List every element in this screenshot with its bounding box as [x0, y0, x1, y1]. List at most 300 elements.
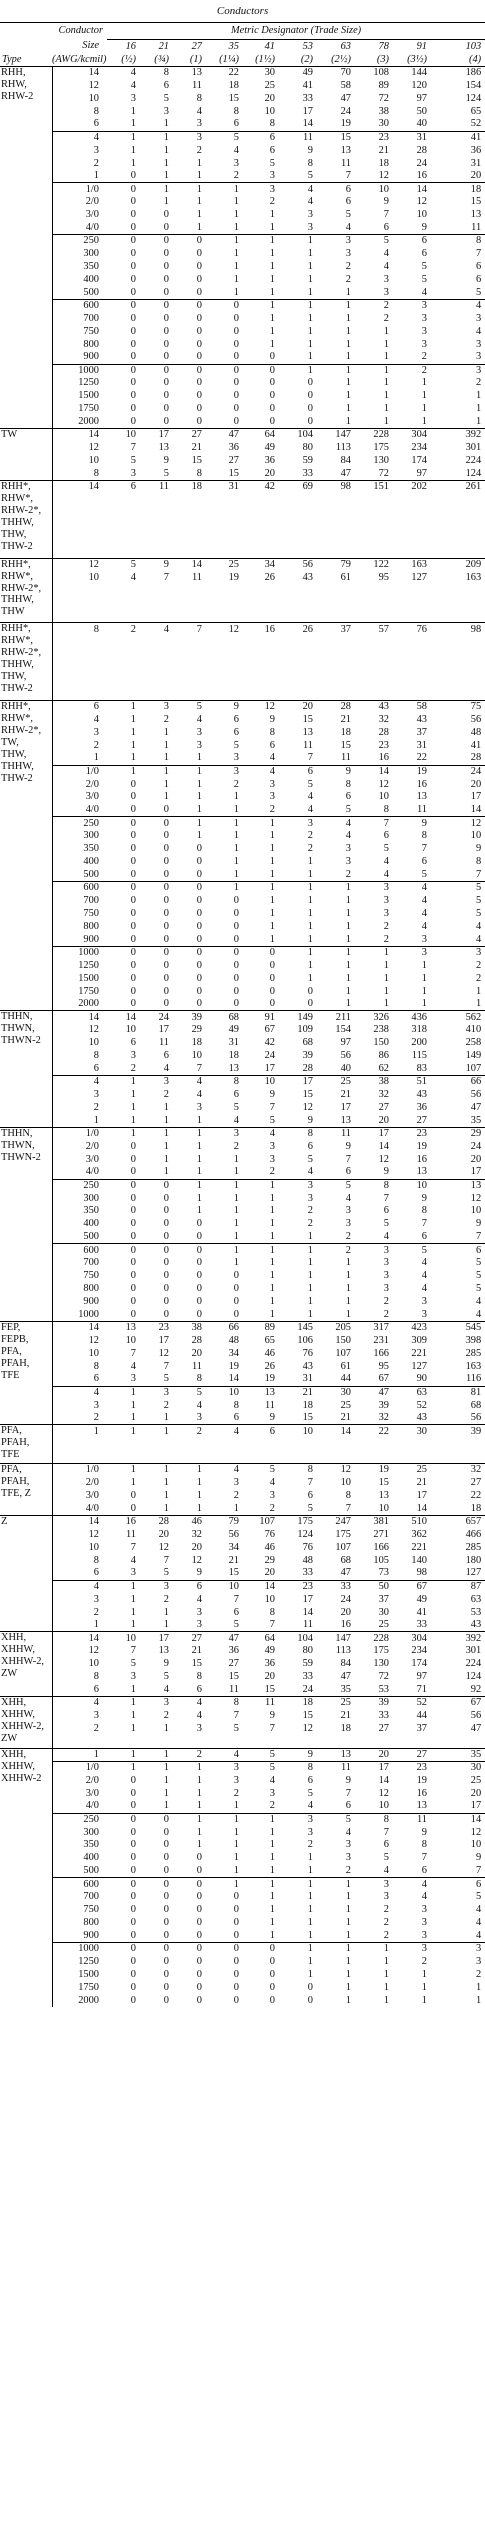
fill-count-cell: 1: [163, 752, 169, 764]
fill-count-cell: [243, 675, 279, 688]
fill-count-cell: 9: [307, 1114, 313, 1126]
fill-count-cell: 18: [431, 183, 485, 196]
fill-count-cell: 13: [470, 209, 482, 221]
table-row-spacer: [0, 1451, 485, 1464]
fill-count-cell: 3: [279, 817, 317, 830]
fill-count-cell: 16: [340, 1619, 351, 1631]
fill-count-cell: 0: [196, 1904, 202, 1916]
fill-count-cell: 0: [130, 998, 136, 1010]
fill-count-cell: 0: [130, 1308, 136, 1320]
fill-count-cell: 0: [206, 299, 243, 312]
fill-count-cell: 0: [196, 403, 202, 415]
fill-count-cell: 0: [233, 894, 239, 906]
fill-count-cell: 12: [206, 623, 243, 636]
fill-count-cell: 4: [475, 1296, 482, 1308]
fill-count-cell: 80: [302, 442, 313, 454]
fill-count-cell: 0: [130, 325, 136, 337]
conductor-size-cell: 3: [52, 1710, 107, 1723]
fill-count-cell: 4: [196, 1399, 202, 1411]
table-row: [0, 882, 485, 895]
fill-count-cell: 5: [233, 1101, 239, 1113]
metric-53: 53: [302, 40, 313, 52]
fill-count-cell: 21: [279, 1386, 317, 1399]
fill-count-cell: 1: [383, 338, 389, 350]
fill-count-cell: 36: [228, 442, 239, 454]
fill-count-cell: 37: [416, 726, 427, 738]
fill-count-cell: 0: [140, 1878, 173, 1891]
table-row: [0, 1541, 485, 1554]
fill-count-cell: 49: [264, 442, 275, 454]
fill-count-cell: 0: [196, 338, 202, 350]
fill-count-cell: 10: [125, 1024, 136, 1036]
fill-count-cell: [279, 532, 317, 545]
fill-count-cell: 0: [107, 817, 140, 830]
fill-count-cell: 0: [163, 1929, 169, 1941]
table-row: [0, 1800, 485, 1813]
fill-count-cell: 0: [233, 1891, 239, 1903]
fill-count-cell: 27: [228, 1658, 239, 1670]
conductor-size-cell: 3/0: [52, 1490, 107, 1503]
fill-count-cell: 0: [163, 1865, 169, 1877]
fill-count-cell: [140, 519, 173, 532]
fill-count-cell: 51: [393, 1076, 431, 1089]
fill-count-cell: 154: [465, 79, 482, 91]
conductor-type-label: THHW,: [1, 516, 34, 528]
fill-count-cell: 0: [269, 1994, 275, 2006]
fill-count-cell: 0: [233, 1994, 239, 2006]
fill-count-cell: 20: [378, 1114, 389, 1126]
conductor-type-label: RHW,: [1, 78, 27, 90]
conductor-size-cell: 2: [52, 1102, 107, 1115]
fill-count-cell: 1: [130, 157, 136, 169]
conductor-type-label: PFAH,: [1, 1357, 30, 1369]
fill-count-cell: [317, 1438, 355, 1451]
fill-count-cell: 40: [340, 1062, 351, 1074]
fill-count-cell: [206, 688, 243, 701]
fill-count-cell: [140, 675, 173, 688]
fill-count-cell: 46: [173, 1516, 206, 1529]
fill-count-cell: 10: [393, 1179, 431, 1192]
fill-count-cell: 26: [279, 623, 317, 636]
fill-count-cell: 13: [228, 1062, 239, 1074]
fill-count-cell: 13: [317, 1748, 355, 1761]
fill-count-cell: [393, 636, 431, 649]
fill-count-cell: [393, 584, 431, 597]
table-row: [0, 131, 485, 144]
fill-count-cell: 0: [233, 985, 239, 997]
fill-count-cell: 3: [393, 1942, 431, 1955]
fill-count-cell: 53: [378, 1683, 389, 1695]
fill-count-cell: 1: [279, 1942, 317, 1955]
fill-count-cell: 19: [416, 1140, 427, 1152]
fill-count-cell: 3: [196, 1412, 202, 1424]
fill-count-cell: 0: [307, 403, 313, 415]
fill-count-cell: 22: [355, 1425, 393, 1438]
fill-count-cell: 64: [243, 429, 279, 442]
fill-count-cell: 11: [317, 1127, 355, 1140]
fill-count-cell: 545: [431, 1321, 485, 1334]
fill-count-cell: 6: [383, 1839, 389, 1851]
table-row-spacer: [0, 519, 485, 532]
fill-count-cell: 1: [307, 1955, 313, 1967]
fill-count-cell: 106: [297, 1334, 313, 1346]
fill-count-cell: 0: [130, 196, 136, 208]
fill-count-cell: 33: [302, 467, 313, 479]
fill-count-cell: 15: [264, 1683, 275, 1695]
table-row: [0, 442, 485, 455]
fill-count-cell: 25: [206, 558, 243, 571]
conductor-type-label: THW,: [1, 528, 27, 540]
fill-count-cell: 4: [269, 1477, 275, 1489]
fill-count-cell: 1: [345, 351, 351, 363]
fill-count-cell: 6: [431, 1878, 485, 1891]
fill-count-cell: 309: [411, 1334, 427, 1346]
fill-count-cell: 175: [279, 1516, 317, 1529]
fill-count-cell: 1: [279, 235, 317, 248]
fill-count-cell: 4: [279, 183, 317, 196]
fill-count-cell: 1: [383, 1981, 389, 1993]
fill-count-cell: 4: [383, 856, 389, 868]
fill-count-cell: 147: [317, 1632, 355, 1645]
fill-count-cell: 6: [233, 713, 239, 725]
fill-count-cell: 4: [383, 248, 389, 260]
fill-count-cell: 6: [196, 1683, 202, 1695]
conductor-size-cell: 1/0: [52, 765, 107, 778]
fill-count-cell: 4: [206, 1464, 243, 1477]
fill-count-cell: 3: [196, 118, 202, 130]
conductor-size-cell: 10: [52, 571, 107, 584]
fill-count-cell: 3: [421, 312, 427, 324]
fill-count-cell: 72: [378, 1671, 389, 1683]
fill-count-cell: 67: [264, 1024, 275, 1036]
fill-count-cell: [317, 519, 355, 532]
fill-count-cell: 1: [383, 390, 389, 402]
conductor-size-cell: 8: [52, 105, 107, 118]
fill-count-cell: 1: [383, 985, 389, 997]
conductor-size-cell: 6: [52, 1684, 107, 1697]
conductor-size-cell: 4/0: [52, 222, 107, 235]
fill-count-cell: 47: [340, 1567, 351, 1579]
table-row: [0, 1658, 485, 1671]
fill-count-cell: [317, 493, 355, 506]
fill-count-cell: 0: [163, 377, 169, 389]
conductor-size-cell: 2: [52, 1606, 107, 1619]
fill-count-cell: 25: [378, 1619, 389, 1631]
fill-count-cell: 0: [196, 1981, 202, 1993]
fill-count-cell: 1: [163, 157, 169, 169]
size-header-line-3: (AWG/kcmil): [52, 53, 107, 65]
fill-count-cell: 37: [416, 1722, 427, 1734]
fill-count-cell: 166: [373, 1347, 389, 1359]
conductor-size-cell: 300: [52, 248, 107, 261]
fill-count-cell: 1: [345, 985, 351, 997]
fill-count-cell: 21: [378, 144, 389, 156]
fill-count-cell: 8: [196, 1373, 202, 1385]
fill-count-cell: 66: [431, 1076, 485, 1089]
fill-count-cell: 0: [163, 1231, 169, 1243]
conductor-size-cell: 1000: [52, 946, 107, 959]
fill-count-cell: 80: [302, 1645, 313, 1657]
fill-count-cell: 1: [307, 856, 313, 868]
fill-count-cell: 0: [107, 183, 140, 196]
fill-count-cell: 59: [302, 1658, 313, 1670]
conductor-type-label: RHH*,: [1, 558, 31, 570]
fill-count-cell: [355, 1735, 393, 1748]
fill-count-cell: 1: [345, 1270, 351, 1282]
fill-count-cell: 1: [196, 1114, 202, 1126]
conductor-size-cell: 1000: [52, 1309, 107, 1322]
fill-count-cell: 9: [317, 765, 355, 778]
fill-count-cell: 2: [345, 868, 351, 880]
fill-count-cell: 7: [130, 1645, 136, 1657]
fill-count-cell: 5: [233, 739, 239, 751]
fill-count-cell: 95: [378, 571, 389, 583]
conductor-type-cell: [0, 67, 52, 429]
fill-count-cell: [173, 506, 206, 519]
table-row-spacer: [0, 545, 485, 558]
fill-count-cell: 6: [421, 1231, 427, 1243]
fill-count-cell: 1: [196, 157, 202, 169]
fill-count-cell: 19: [416, 1774, 427, 1786]
fill-count-cell: 2: [475, 1968, 482, 1980]
fill-count-cell: 5: [173, 1386, 206, 1399]
conductor-size-cell: 300: [52, 830, 107, 843]
fill-count-cell: 4: [421, 286, 427, 298]
fill-count-cell: 1: [345, 312, 351, 324]
table-row: [0, 1593, 485, 1606]
conductor-type-label: XHH,: [1, 1697, 27, 1709]
fill-count-cell: 0: [269, 390, 275, 402]
fill-count-cell: 13: [416, 1800, 427, 1812]
fill-count-cell: 13: [431, 1179, 485, 1192]
fill-count-cell: 0: [163, 972, 169, 984]
fill-count-cell: 3: [140, 1076, 173, 1089]
fill-count-cell: 0: [233, 1904, 239, 1916]
fill-count-cell: 8: [269, 118, 275, 130]
fill-count-cell: 1: [307, 273, 313, 285]
conductor-type-label: THW-2: [1, 772, 33, 784]
fill-count-cell: 29: [191, 1024, 202, 1036]
fill-count-cell: 285: [465, 1347, 482, 1359]
fill-count-cell: 1: [196, 1502, 202, 1514]
fill-count-cell: 17: [302, 1593, 313, 1605]
fill-count-cell: 4: [130, 1360, 136, 1372]
table-row: [0, 907, 485, 920]
table-row: [0, 1955, 485, 1968]
conductor-size-cell: 800: [52, 1917, 107, 1930]
conductor-type-label: FEPB,: [1, 1333, 29, 1345]
fill-count-cell: 1: [196, 1477, 202, 1489]
table-row: [0, 972, 485, 985]
fill-count-cell: 13: [378, 1490, 389, 1502]
fill-count-cell: 1: [307, 1270, 313, 1282]
fill-count-cell: 1: [307, 1296, 313, 1308]
conductor-size-cell: 10: [52, 1658, 107, 1671]
conductor-type-label: THW-2: [1, 683, 33, 695]
fill-count-cell: 0: [173, 1878, 206, 1891]
fill-count-cell: 4: [475, 933, 482, 945]
fill-count-cell: 6: [383, 1205, 389, 1217]
table-row: [0, 1723, 485, 1736]
fill-count-cell: 14: [416, 1502, 427, 1514]
fill-count-cell: 6: [243, 131, 279, 144]
table-row-spacer: [0, 636, 485, 649]
fill-count-cell: 0: [196, 985, 202, 997]
fill-count-cell: 1: [196, 1826, 202, 1838]
fill-count-cell: 8: [475, 856, 482, 868]
fill-count-cell: 47: [355, 1386, 393, 1399]
fill-count-cell: 0: [196, 377, 202, 389]
fill-count-cell: 1: [173, 1179, 206, 1192]
fill-count-cell: 1: [163, 144, 169, 156]
fill-count-cell: [355, 519, 393, 532]
fill-count-cell: 8: [421, 1205, 427, 1217]
fill-count-cell: 200: [411, 1037, 427, 1049]
conductor-size-cell: 4/0: [52, 1503, 107, 1516]
fill-count-cell: 72: [378, 92, 389, 104]
fill-count-cell: 3: [383, 286, 389, 298]
fill-count-cell: 13: [340, 1114, 351, 1126]
fill-count-cell: 14: [302, 1606, 313, 1618]
conductor-size-cell: 1/0: [52, 1464, 107, 1477]
conductor-size-cell: 1: [52, 1114, 107, 1127]
fill-count-cell: 0: [233, 920, 239, 932]
fill-count-cell: 0: [196, 1308, 202, 1320]
fill-count-cell: 115: [411, 1050, 427, 1062]
fill-count-cell: 4: [173, 1697, 206, 1710]
fill-count-cell: [107, 1735, 140, 1748]
fill-count-cell: 180: [465, 1554, 482, 1566]
fill-count-cell: [173, 610, 206, 623]
fill-count-cell: 27: [393, 1748, 431, 1761]
table-row: [0, 843, 485, 856]
conductor-type-label: RHW*,: [1, 492, 34, 504]
fill-count-cell: 68: [470, 1399, 482, 1411]
fill-count-cell: 8: [345, 1490, 351, 1502]
fill-count-cell: 0: [130, 1852, 136, 1864]
fill-count-cell: 0: [107, 1813, 140, 1826]
table-row: [0, 261, 485, 274]
fill-count-cell: 25: [393, 1464, 431, 1477]
fill-count-cell: 154: [335, 1024, 351, 1036]
fill-count-cell: 7: [421, 1218, 427, 1230]
fill-count-cell: 3: [140, 700, 173, 713]
fill-count-cell: 0: [140, 882, 173, 895]
fill-count-cell: 61: [340, 571, 351, 583]
fill-count-cell: 2: [163, 1399, 169, 1411]
fill-count-cell: 0: [196, 920, 202, 932]
table-row: [0, 144, 485, 157]
fill-count-cell: 5: [307, 170, 313, 182]
conductor-size-cell: 700: [52, 1891, 107, 1904]
fill-count-cell: 0: [130, 1153, 136, 1165]
fill-count-cell: 67: [431, 1697, 485, 1710]
fill-count-cell: 1: [269, 209, 275, 221]
fill-count-cell: 3: [163, 105, 169, 117]
fill-count-cell: 0: [173, 1244, 206, 1257]
fill-count-cell: 2: [307, 1218, 313, 1230]
conductor-type-label: RHW*,: [1, 712, 34, 724]
fill-count-cell: 17: [140, 429, 173, 442]
fill-count-cell: 3: [431, 946, 485, 959]
table-row: [0, 946, 485, 959]
fill-count-cell: 43: [355, 700, 393, 713]
fill-count-cell: 43: [470, 1619, 482, 1631]
conductor-type-label: XHHW,: [1, 1644, 35, 1656]
fill-count-cell: 2: [475, 959, 482, 971]
fill-count-cell: 1: [345, 338, 351, 350]
fill-count-cell: 0: [140, 946, 173, 959]
table-row: [0, 92, 485, 105]
fill-count-cell: 21: [340, 1089, 351, 1101]
conductor-size-cell: [52, 506, 107, 519]
fill-count-cell: 1: [421, 377, 427, 389]
fill-count-cell: 9: [475, 1852, 482, 1864]
conductor-size-cell: 1: [52, 1619, 107, 1632]
table-row: [0, 1076, 485, 1089]
fill-count-cell: 7: [269, 1619, 275, 1631]
fill-count-cell: [355, 584, 393, 597]
fill-count-cell: 6: [307, 1490, 313, 1502]
table-row: [0, 274, 485, 287]
conductor-size-cell: 1750: [52, 403, 107, 416]
fill-count-cell: 36: [264, 455, 275, 467]
fill-count-cell: 8: [196, 1671, 202, 1683]
fill-count-cell: 1: [475, 1981, 482, 1993]
fill-count-cell: 5: [383, 1218, 389, 1230]
conductor-size-cell: 3: [52, 1089, 107, 1102]
conductor-size-cell: 2000: [52, 998, 107, 1011]
fill-count-cell: 1: [243, 299, 279, 312]
conductor-type-label: TW,: [1, 736, 19, 748]
fill-count-cell: 3: [196, 726, 202, 738]
fill-count-cell: 9: [279, 1748, 317, 1761]
fill-count-cell: 18: [470, 1502, 482, 1514]
conductor-size-cell: 600: [52, 299, 107, 312]
fill-count-cell: 0: [196, 894, 202, 906]
fill-count-cell: 15: [228, 92, 239, 104]
fill-count-cell: 7: [307, 1477, 313, 1489]
conductor-type-cell: [0, 481, 52, 559]
fill-count-cell: [317, 649, 355, 662]
fill-count-cell: 3: [130, 1567, 136, 1579]
fill-count-cell: 4: [393, 1878, 431, 1891]
fill-count-cell: 1: [163, 1101, 169, 1113]
table-row: [0, 1386, 485, 1399]
table-row: [0, 455, 485, 468]
fill-count-cell: 1: [269, 856, 275, 868]
fill-count-cell: 1: [196, 752, 202, 764]
table-row: [0, 1710, 485, 1723]
fill-count-cell: 1: [130, 1619, 136, 1631]
fill-count-cell: [107, 545, 140, 558]
fill-count-cell: 12: [378, 1153, 389, 1165]
conductor-size-cell: 700: [52, 1257, 107, 1270]
fill-count-cell: [431, 597, 485, 610]
fill-count-cell: [107, 636, 140, 649]
fill-count-cell: 3: [355, 882, 393, 895]
conductor-type-label: THWN-2: [1, 1151, 41, 1163]
fill-count-cell: 107: [465, 1062, 482, 1074]
fill-count-cell: 0: [130, 1968, 136, 1980]
fill-count-cell: 41: [302, 79, 313, 91]
fill-count-cell: 2: [307, 1205, 313, 1217]
fill-count-cell: 5: [317, 1179, 355, 1192]
fill-count-cell: 0: [269, 1955, 275, 1967]
fill-count-cell: 0: [196, 1917, 202, 1929]
fill-count-cell: 0: [140, 364, 173, 377]
fill-count-cell: 0: [307, 416, 313, 428]
